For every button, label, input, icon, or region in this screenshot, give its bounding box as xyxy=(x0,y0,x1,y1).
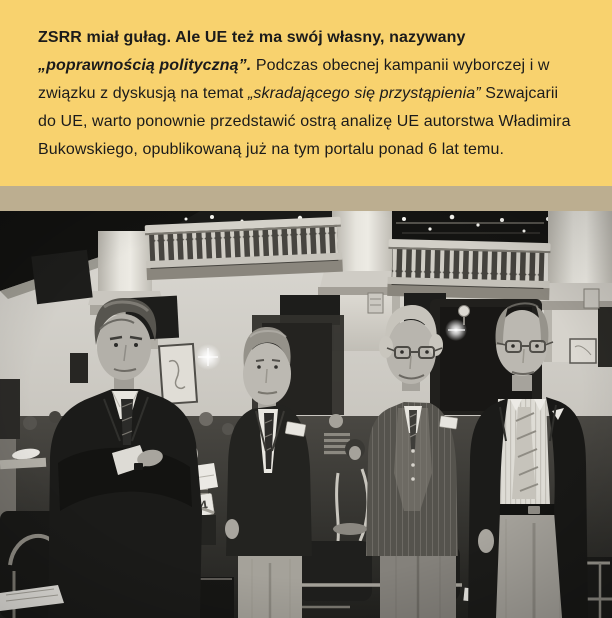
intro-run-5: Szwajcarii do UE, warto ponownie przedstawić ostrą analizę UE autorstwa Władimira Bukowskiego, opublikowaną już na tym portalu ponad 6 lat temu. xyxy=(38,85,571,158)
intro-run-2: „poprawnością polityczną”. xyxy=(38,57,252,74)
photo-svg xyxy=(0,211,612,618)
intro-box xyxy=(0,0,612,186)
intro-run-3: Podczas obecnej kampanii wyborczej i w związku z dyskusją na temat xyxy=(38,57,550,102)
conference-photo xyxy=(0,211,612,618)
intro-run-4: „skradającego się przystąpienia” xyxy=(248,85,481,102)
intro-paragraph xyxy=(38,24,576,164)
photo-vignette xyxy=(0,211,612,618)
intro-run-1: ZSRR miał gułag. Ale UE też ma swój własny, nazywany xyxy=(38,29,466,46)
